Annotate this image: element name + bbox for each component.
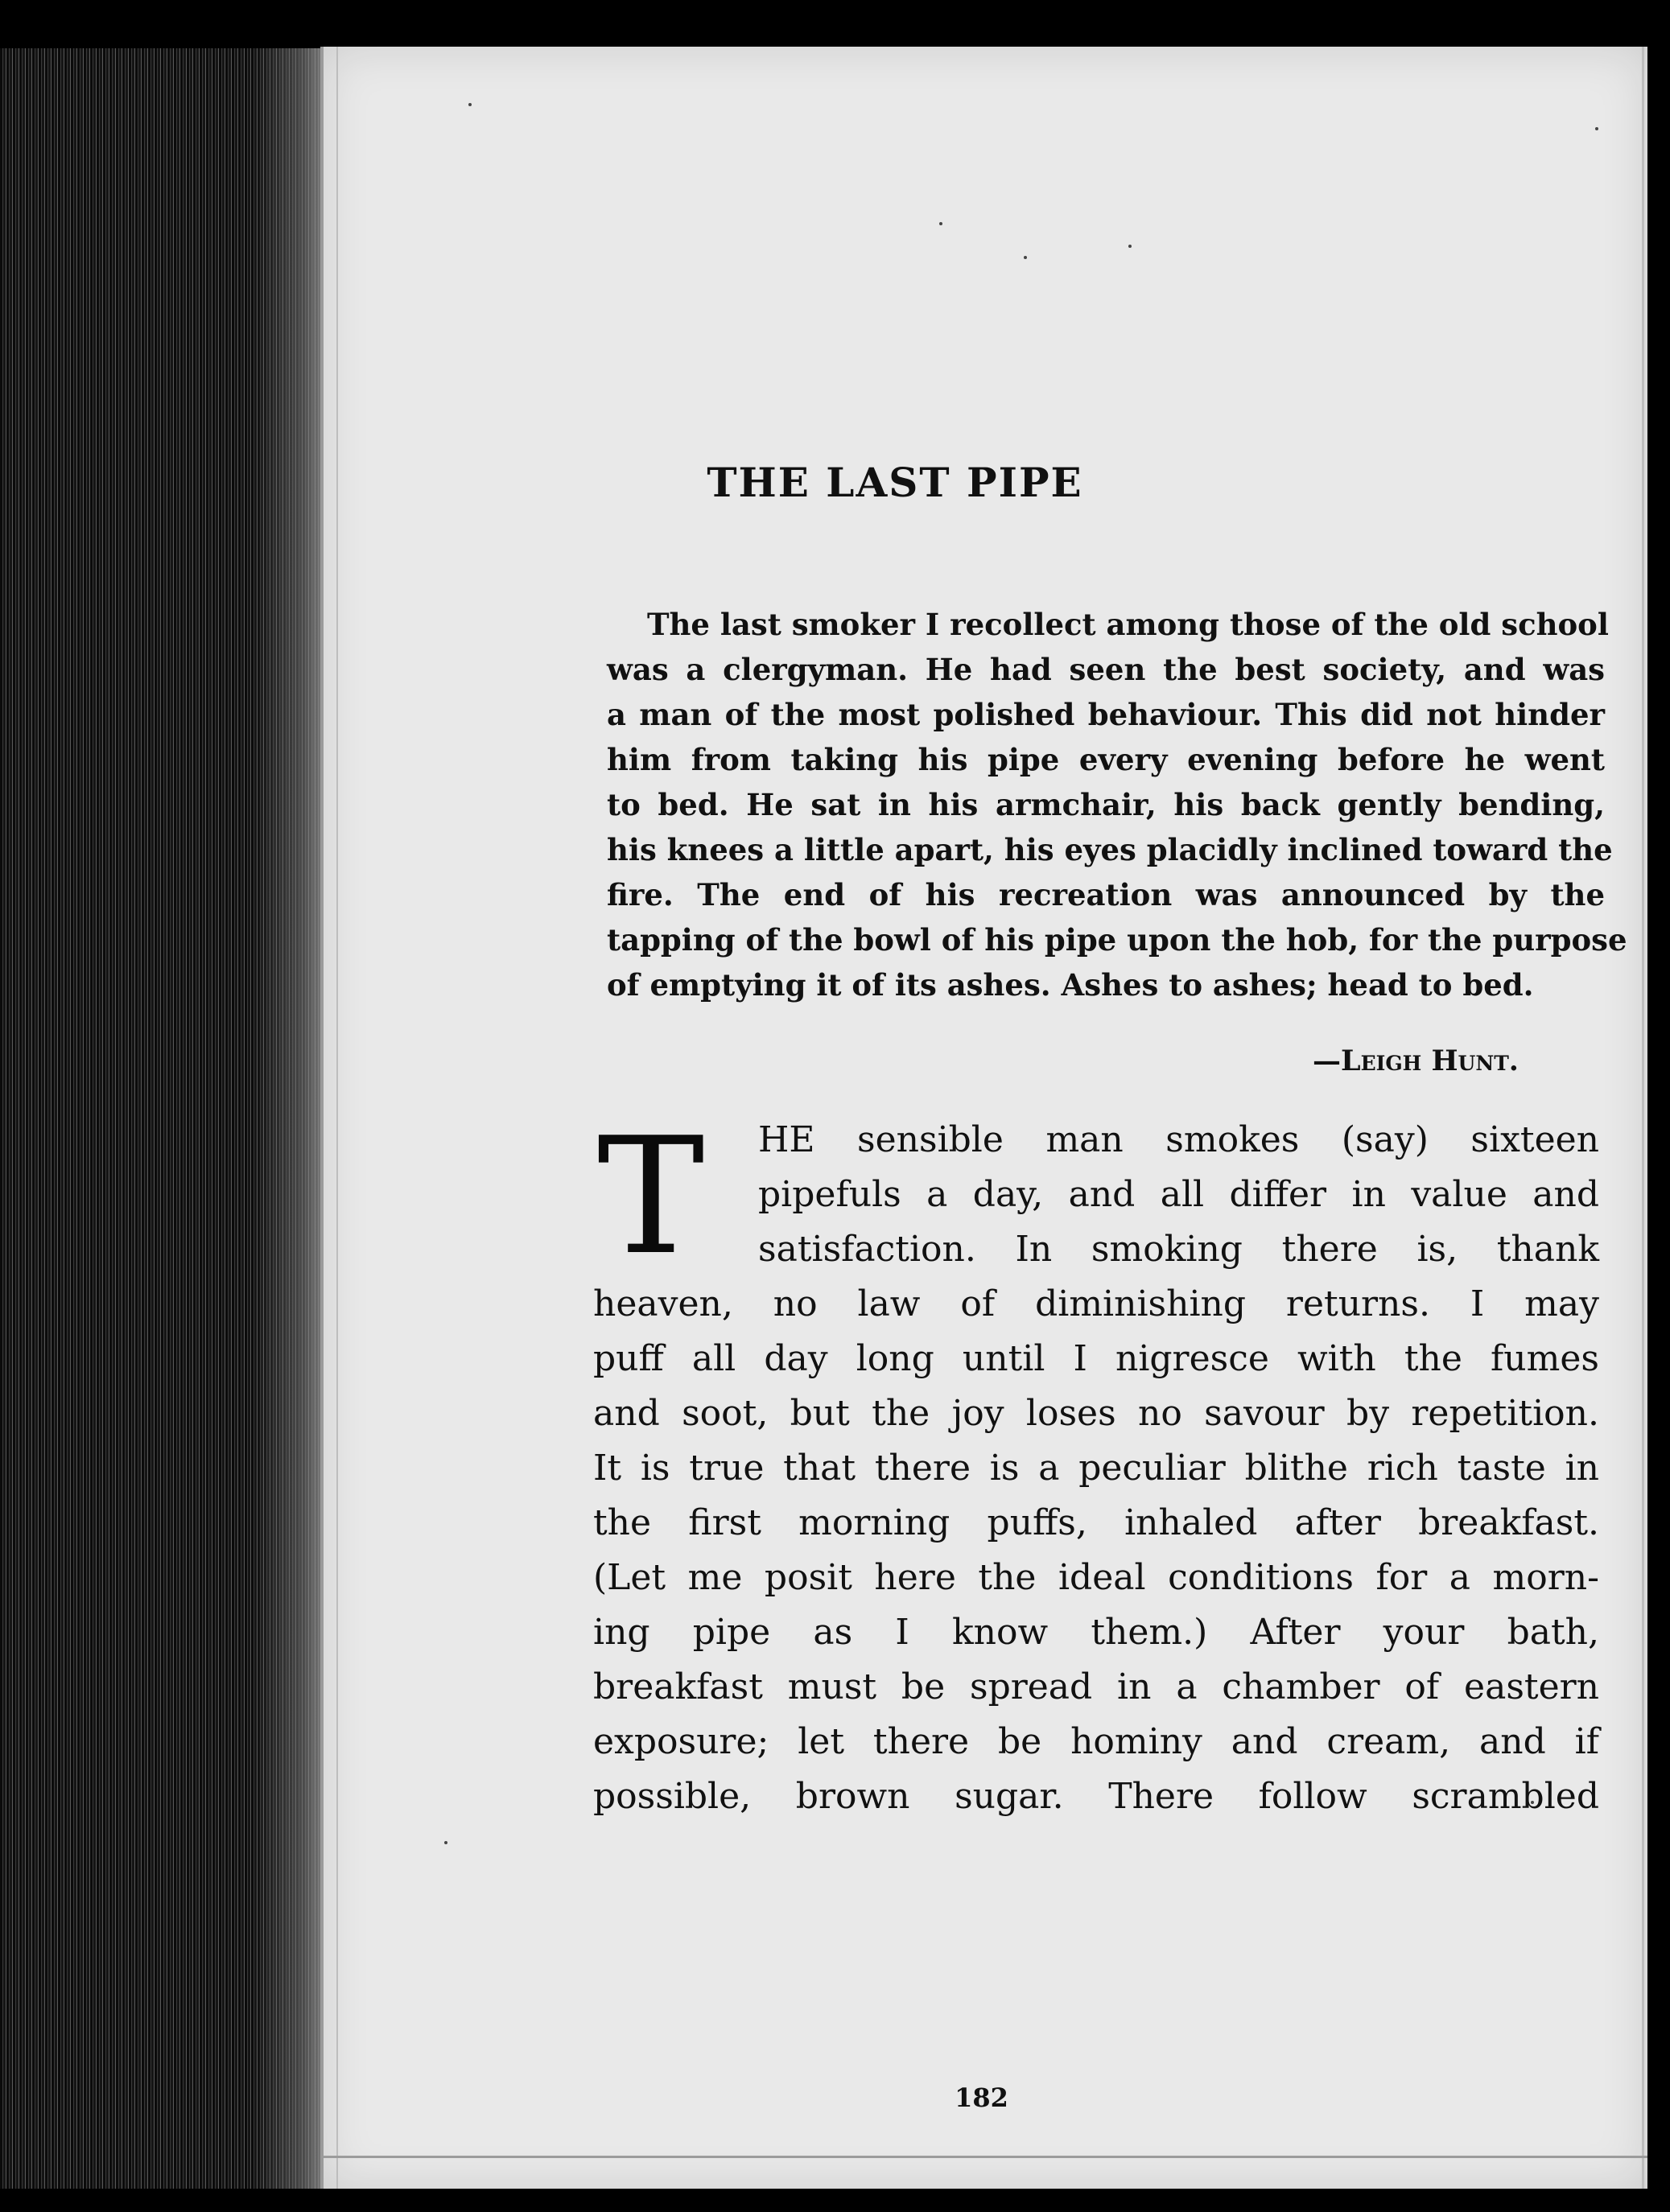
speck: [1128, 245, 1132, 248]
body-line: and soot, but the joy loses no savour by repetition.: [593, 1393, 1599, 1434]
speck: [1595, 127, 1598, 130]
stacked-page-edges: [0, 48, 334, 2189]
epigraph-line: to bed. He sat in his armchair, his back gently bending,: [607, 787, 1605, 822]
speck: [468, 103, 472, 106]
body-line: breakfast must be spread in a chamber of eastern: [593, 1666, 1599, 1707]
page-number: 182: [955, 2082, 1008, 2113]
epigraph-line: his knees a little apart, his eyes placidly inclined toward the: [607, 832, 1613, 867]
epigraph-line: fire. The end of his recreation was announced by the: [607, 877, 1605, 912]
drop-cap: T: [597, 1103, 705, 1291]
body-line: satisfaction. In smoking there is, thank: [758, 1229, 1599, 1270]
chapter-title: THE LAST PIPE: [707, 459, 1083, 506]
body-line: puff all day long until I nigresce with the fumes: [593, 1338, 1599, 1379]
epigraph-attribution: —Leigh Hunt.: [1312, 1044, 1519, 1077]
epigraph-line: The last smoker I recollect among those of the old school: [647, 607, 1609, 642]
epigraph: [607, 602, 1627, 1007]
epigraph-line: him from taking his pipe every evening before he went: [607, 742, 1605, 777]
body-line: ing pipe as I know them.) After your bath,: [593, 1612, 1599, 1653]
body-line: It is true that there is a peculiar blithe rich taste in: [593, 1448, 1599, 1489]
speck: [1024, 256, 1027, 259]
bottom-page-edge: [324, 2156, 1647, 2158]
epigraph-line: was a clergyman. He had seen the best society, and was: [607, 652, 1605, 687]
epigraph-line: of emptying it of its ashes. Ashes to ashes; head to bed.: [607, 967, 1534, 1003]
body-line: pipefuls a day, and all differ in value and: [758, 1174, 1599, 1215]
epigraph-line: a man of the most polished behaviour. This did not hinder: [607, 697, 1605, 732]
book-page: [320, 47, 1647, 2189]
speck: [939, 222, 942, 225]
body-line: HE sensible man smokes (say) sixteen: [758, 1119, 1599, 1160]
body-line: possible, brown sugar. There follow scrambled: [593, 1776, 1599, 1817]
epigraph-line: tapping of the bowl of his pipe upon the hob, for the purpose: [607, 922, 1627, 958]
body-line: the first morning puffs, inhaled after breakfast.: [593, 1502, 1599, 1543]
body-line: exposure; let there be hominy and cream, and if: [593, 1721, 1599, 1762]
body-line: heaven, no law of diminishing returns. I may: [593, 1283, 1599, 1324]
right-page-edge: [1642, 47, 1644, 2189]
body-text: [593, 1103, 1599, 1824]
speck: [444, 1841, 447, 1844]
body-line: (Let me posit here the ideal conditions for a morn-: [593, 1557, 1599, 1598]
